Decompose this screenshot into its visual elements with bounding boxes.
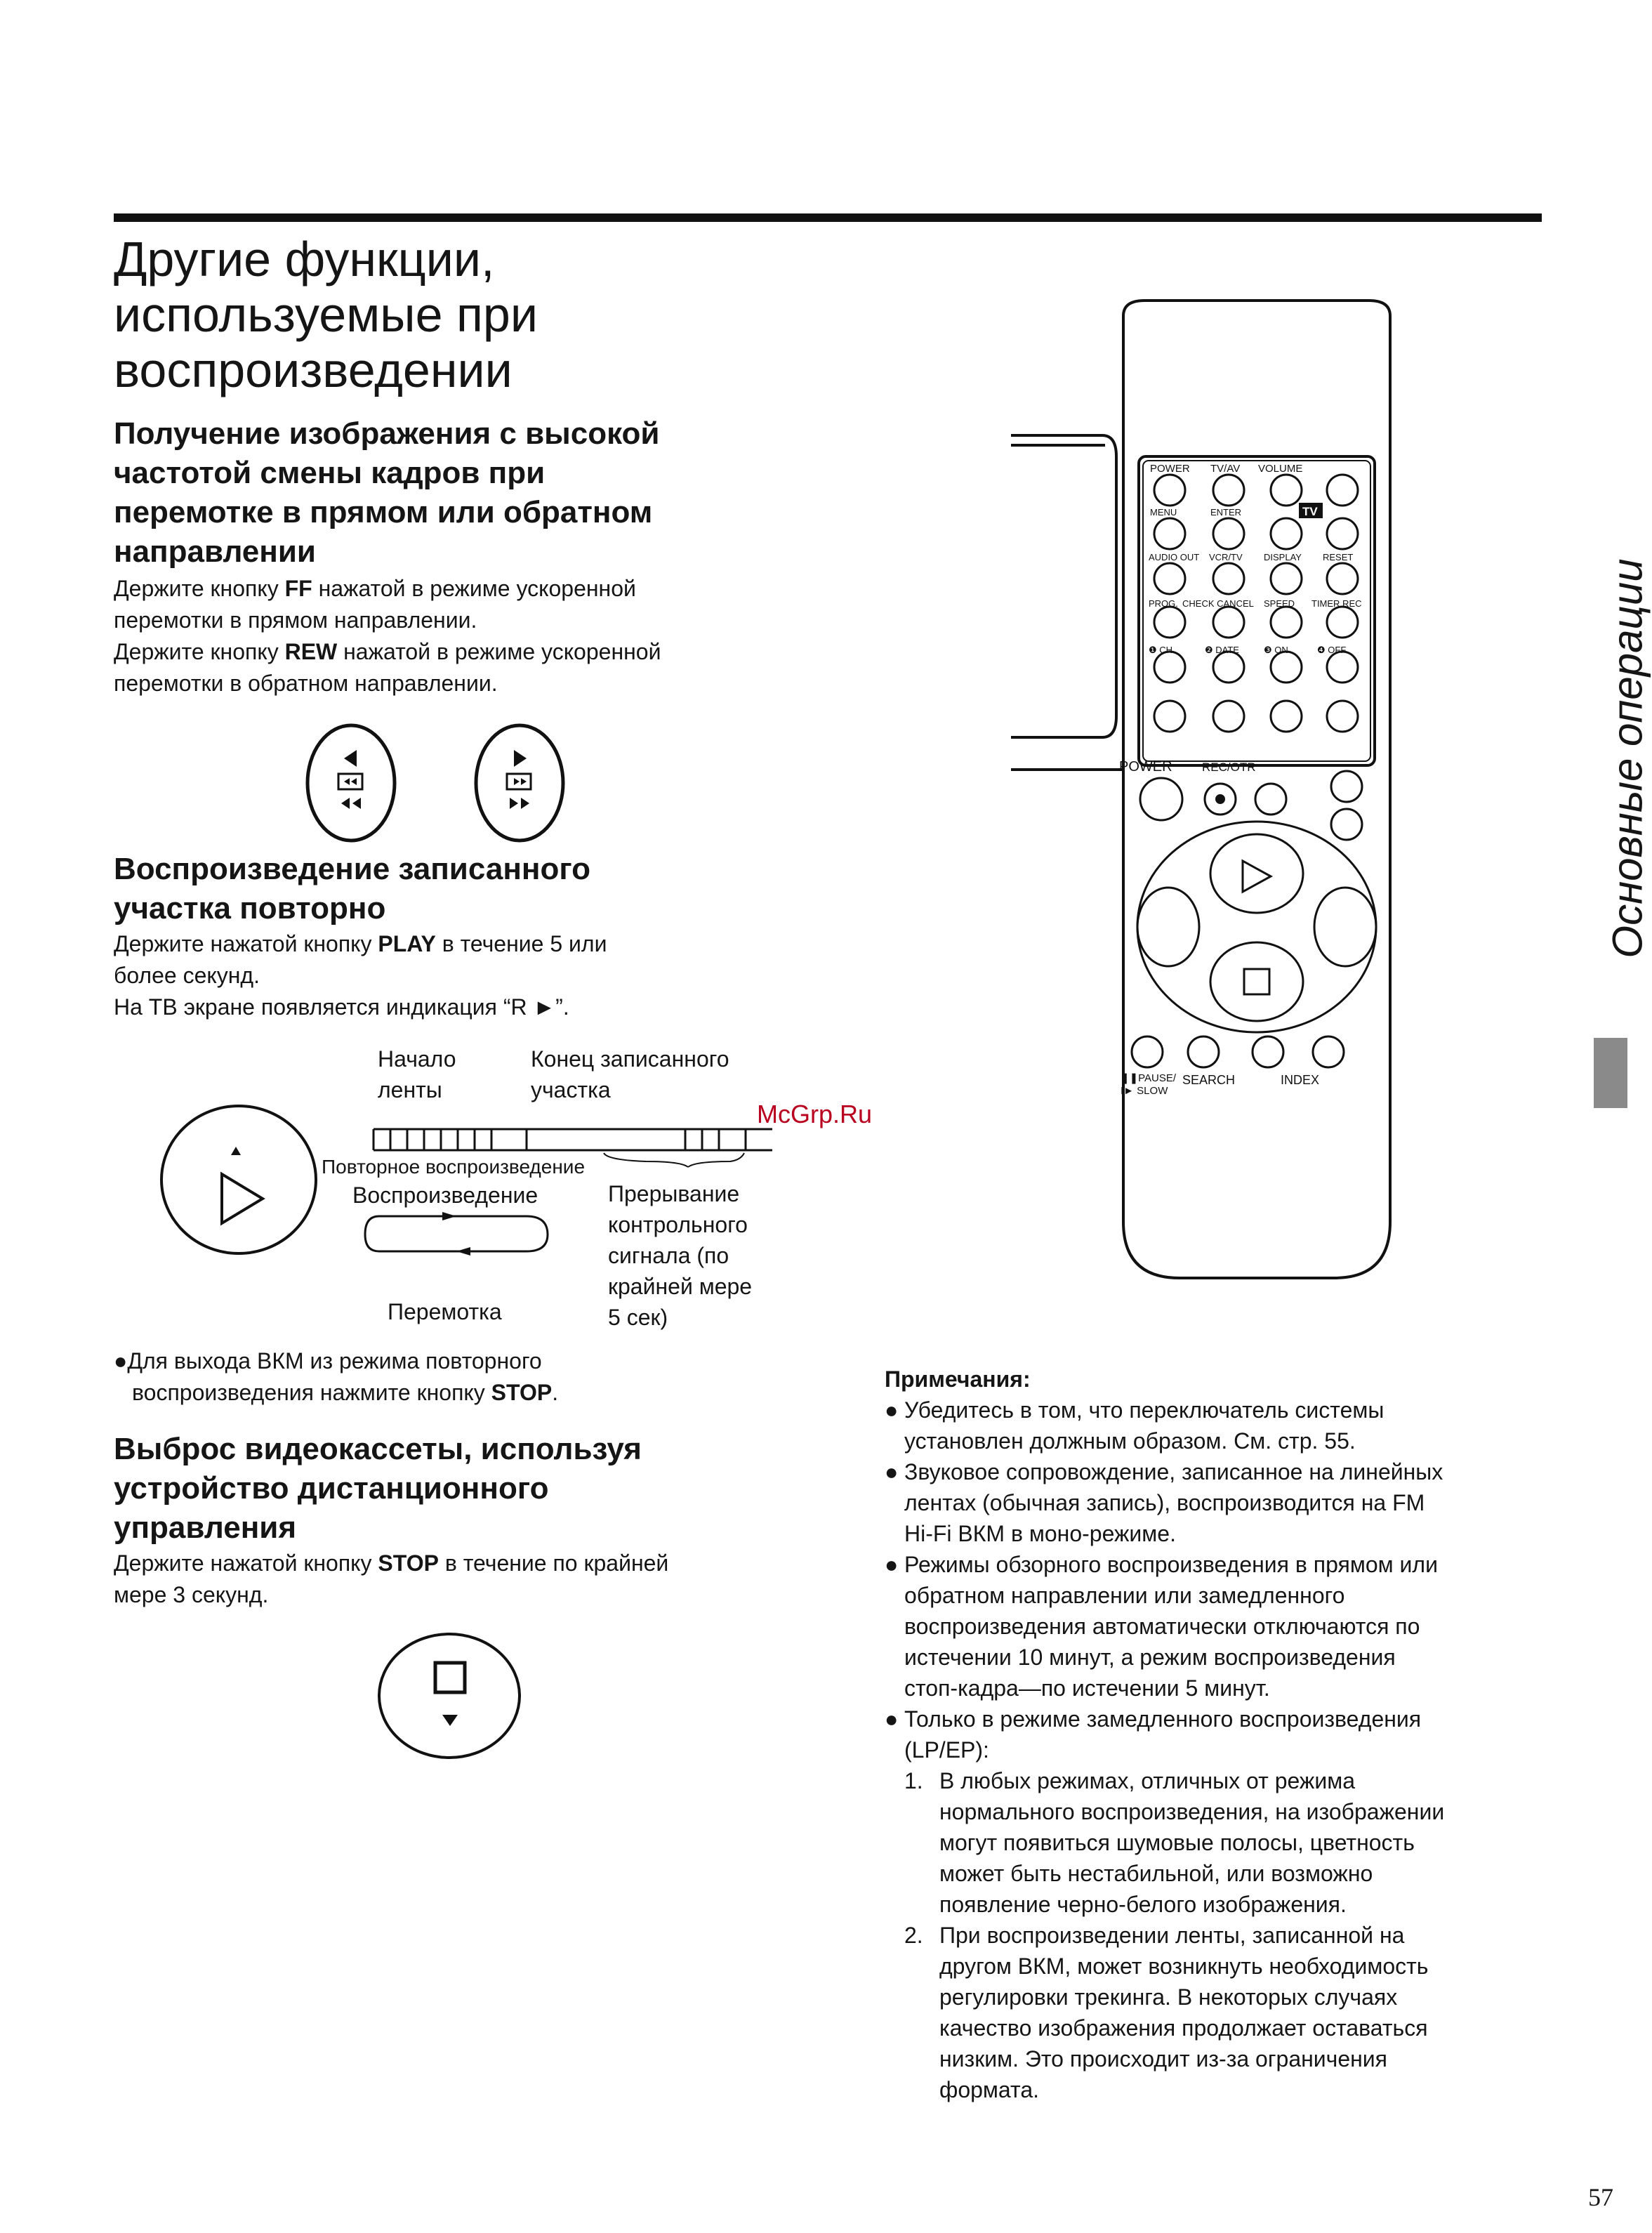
note-subitem: 1. В любых режимах, отличных от режима нормального воспроизведения, на изображении могут появиться шумовые полосы, цветность может быть нестабильной, или возможно появление черно-белого изображения. [904, 1768, 1445, 1917]
svg-text:POWER: POWER [1119, 759, 1172, 775]
svg-text:PROG.: PROG. [1149, 598, 1178, 609]
ff-button-icon [476, 725, 563, 841]
note-item: ● Режимы обзорного воспроизведения в прямом или обратном направлении или замедленного воспроизведения автоматически отключаются по истечении 10 минут, а режим воспроизведения стоп-кадра—по истечении 5 минут. [885, 1552, 1438, 1701]
rewind-label: Перемотка [388, 1299, 502, 1324]
svg-text:SEARCH: SEARCH [1182, 1073, 1236, 1087]
repeat-playback-label: Повторное воспроизведение [322, 1156, 586, 1178]
side-tab-label: Основные операции [1604, 558, 1651, 959]
svg-text:❶ CH: ❶ CH [1149, 645, 1173, 655]
note-item: ● Только в режиме замедленного воспроизведения (LP/EP): [885, 1706, 1422, 1763]
repeat-exit-note: ●Для выхода ВКМ из режима повторного воспроизведения нажмите кнопку STOP. [114, 1348, 559, 1405]
svg-text:TIMER REC: TIMER REC [1311, 598, 1362, 609]
svg-text:INDEX: INDEX [1281, 1073, 1320, 1087]
recorded-end-label: Конец записанного участка [531, 1046, 729, 1102]
section-repeat-text: Держите нажатой кнопку PLAY в течение 5 или более секунд. На ТВ экране появляется индикация “R ►”. [114, 931, 607, 1020]
svg-text:ENTER: ENTER [1210, 507, 1242, 518]
svg-text:I► SLOW: I► SLOW [1121, 1085, 1168, 1097]
remote-control-illustration [1011, 295, 1404, 1292]
svg-text:❚❚PAUSE/: ❚❚PAUSE/ [1121, 1072, 1177, 1084]
svg-text:❸ ON: ❸ ON [1264, 645, 1288, 655]
svg-text:TV: TV [1302, 505, 1318, 518]
play-button-icon [161, 1106, 316, 1253]
page-number: 57 [1588, 2183, 1613, 2211]
svg-text:POWER: POWER [1150, 463, 1190, 475]
watermark: McGrp.Ru [757, 1100, 873, 1128]
rew-ff-buttons-illustration [295, 716, 576, 850]
interrupt-label: Прерывание контрольного сигнала (по крайней мере 5 сек) [608, 1181, 753, 1330]
svg-text:DISPLAY: DISPLAY [1264, 552, 1302, 562]
svg-text:❷ DATE: ❷ DATE [1205, 645, 1239, 655]
note-item: ● Убедитесь в том, что переключатель системы установлен должным образом. См. стр. 55. [885, 1397, 1385, 1454]
section-eject-text: Держите нажатой кнопку STOP в течение по крайней мере 3 секунд. [114, 1550, 669, 1607]
svg-text:AUDIO OUT: AUDIO OUT [1149, 552, 1200, 562]
stop-button-icon [372, 1629, 527, 1763]
svg-text:VOLUME: VOLUME [1258, 463, 1303, 475]
svg-text:CHECK CANCEL: CHECK CANCEL [1182, 598, 1254, 609]
note-subitem: 2. При воспроизведении ленты, записанной на другом ВКМ, может возникнуть необходимость регулировки трекинга. В некоторых случаях качество изображения продолжает оставаться низким. Это происходит из-за ограничения формата. [904, 1923, 1429, 2102]
side-tab-marker [1594, 1038, 1627, 1108]
svg-text:REC/OTR: REC/OTR [1202, 760, 1256, 774]
section-ff-heading: Получение изображения с высокой частотой смены кадров при перемотке в прямом или обратном направлении [114, 416, 660, 569]
tape-start-label: Начало ленты [378, 1046, 456, 1102]
play-rewind-loop [189, 1208, 548, 1256]
section-eject-heading: Выброс видеокассеты, используя устройство дистанционного управления [114, 1432, 642, 1545]
rew-button-icon [308, 725, 395, 841]
section-ff-text: Держите кнопку FF нажатой в режиме ускоренной перемотки в прямом направлении. Держите кнопку REW нажатой в режиме ускоренной перемотки в обратном направлении. [114, 576, 661, 696]
svg-text:VCR/TV: VCR/TV [1209, 552, 1243, 562]
note-item: ● Звуковое сопровождение, записанное на линейных лентах (обычная запись), воспроизводится на FM Hi-Fi ВКМ в моно-режиме. [885, 1459, 1443, 1546]
svg-text:RESET: RESET [1323, 552, 1354, 562]
svg-text:MENU: MENU [1150, 507, 1177, 518]
notes-title: Примечания: [885, 1366, 1031, 1392]
svg-text:SPEED: SPEED [1264, 598, 1295, 609]
svg-text:❹ OFF: ❹ OFF [1317, 645, 1347, 655]
section-repeat-heading: Воспроизведение записанного участка повторно [114, 852, 590, 926]
svg-text:TV/AV: TV/AV [1210, 463, 1241, 475]
playback-label: Воспроизведение [352, 1183, 538, 1208]
top-rule [114, 213, 1542, 222]
notes-block [885, 1364, 1444, 2105]
page-title: Другие функции, используемые при воспроизведении [114, 232, 538, 397]
